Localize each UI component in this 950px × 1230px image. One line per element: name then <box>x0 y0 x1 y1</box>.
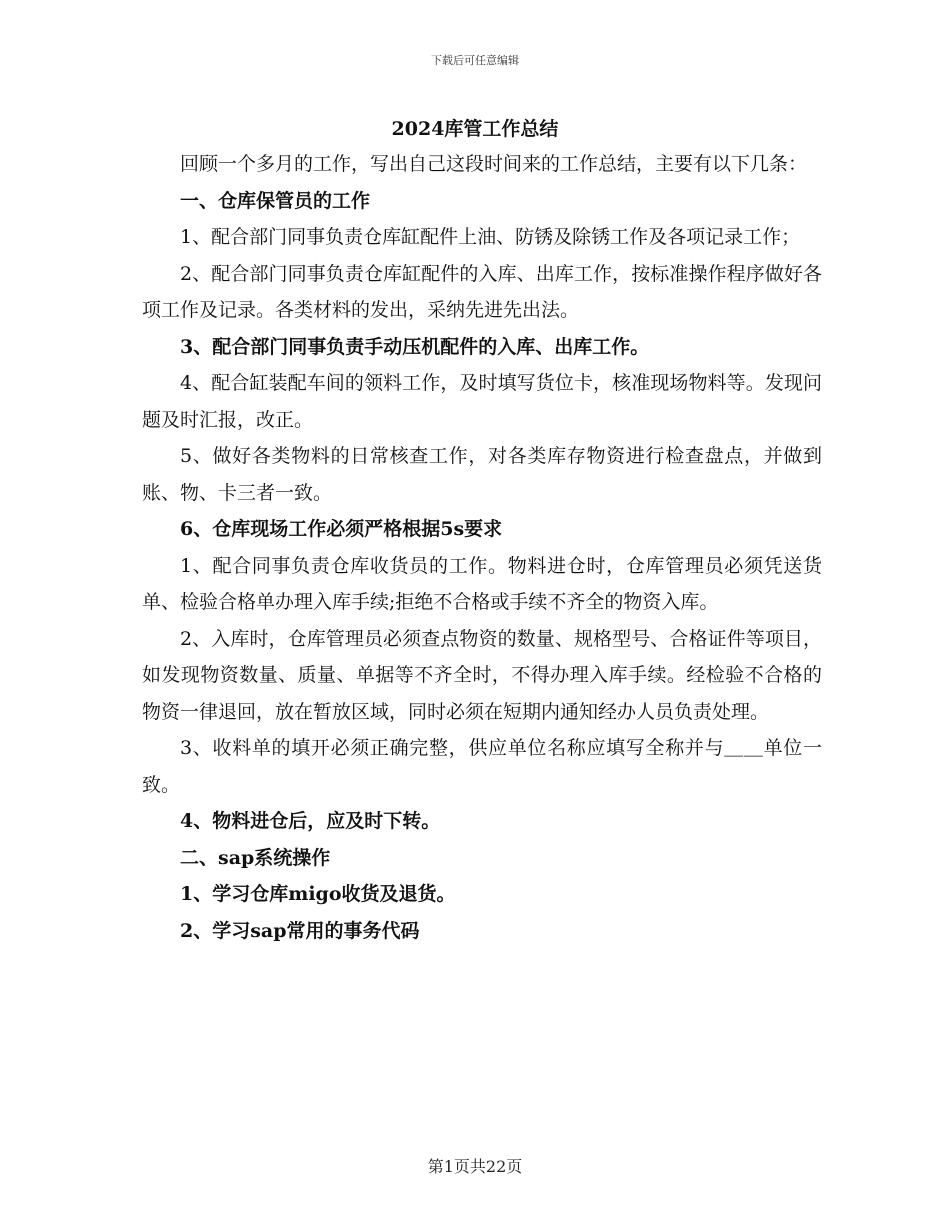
bold-item: 6、仓库现场工作必须严格根据5s要求 <box>180 518 503 540</box>
section-heading: 二、sap系统操作 <box>180 846 331 869</box>
page-header-note: 下载后可任意编辑 <box>431 54 519 67</box>
section-heading: 一、仓库保管员的工作 <box>180 189 371 212</box>
bold-item: 2、学习sap常用的事务代码 <box>180 919 420 942</box>
paragraph: 2、入库时，仓库管理员必须查点物资的数量、规格型号、合格证件等项目，如发现物资数量、质量、单据等不齐全时，不得办理入库手续。经检验不合格的物资一律退回，放在暂放区域，同时必须在短期内通知经办人员负责处理。 <box>142 627 822 723</box>
bold-item: 3、配合部门同事负责手动压机配件的入库、出库工作。 <box>180 335 650 358</box>
paragraph: 1、配合部门同事负责仓库缸配件上油、防锈及除锈工作及各项记录工作； <box>180 226 801 248</box>
paragraph: 3、收料单的填开必须正确完整，供应单位名称应填写全称并与＿＿单位一致。 <box>142 737 822 796</box>
bold-item: 1、学习仓库migo收货及退货。 <box>180 883 456 905</box>
bold-item: 4、物料进仓后，应及时下转。 <box>180 810 441 832</box>
paragraph: 2、配合部门同事负责仓库缸配件的入库、出库工作，按标准操作程序做好各项工作及记录。各类材料的发出，采纳先进先出法。 <box>142 262 822 321</box>
paragraph: 1、配合同事负责仓库收货员的工作。物料进仓时，仓库管理员必须凭送货单、检验合格单办理入库手续;拒绝不合格或手续不齐全的物资入库。 <box>142 554 822 613</box>
paragraph: 4、配合缸装配车间的领料工作，及时填写货位卡，核准现场物料等。发现问题及时汇报，改正。 <box>142 372 822 431</box>
document-title: 2024库管工作总结 <box>391 118 559 140</box>
page-number: 第1页共22页 <box>427 1157 523 1176</box>
paragraph: 回顾一个多月的工作，写出自己这段时间来的工作总结，主要有以下几条： <box>180 153 808 175</box>
paragraph: 5、做好各类物料的日常核查工作，对各类库存物资进行检查盘点，并做到账、物、卡三者一致。 <box>142 445 822 504</box>
document-body <box>142 146 822 949</box>
